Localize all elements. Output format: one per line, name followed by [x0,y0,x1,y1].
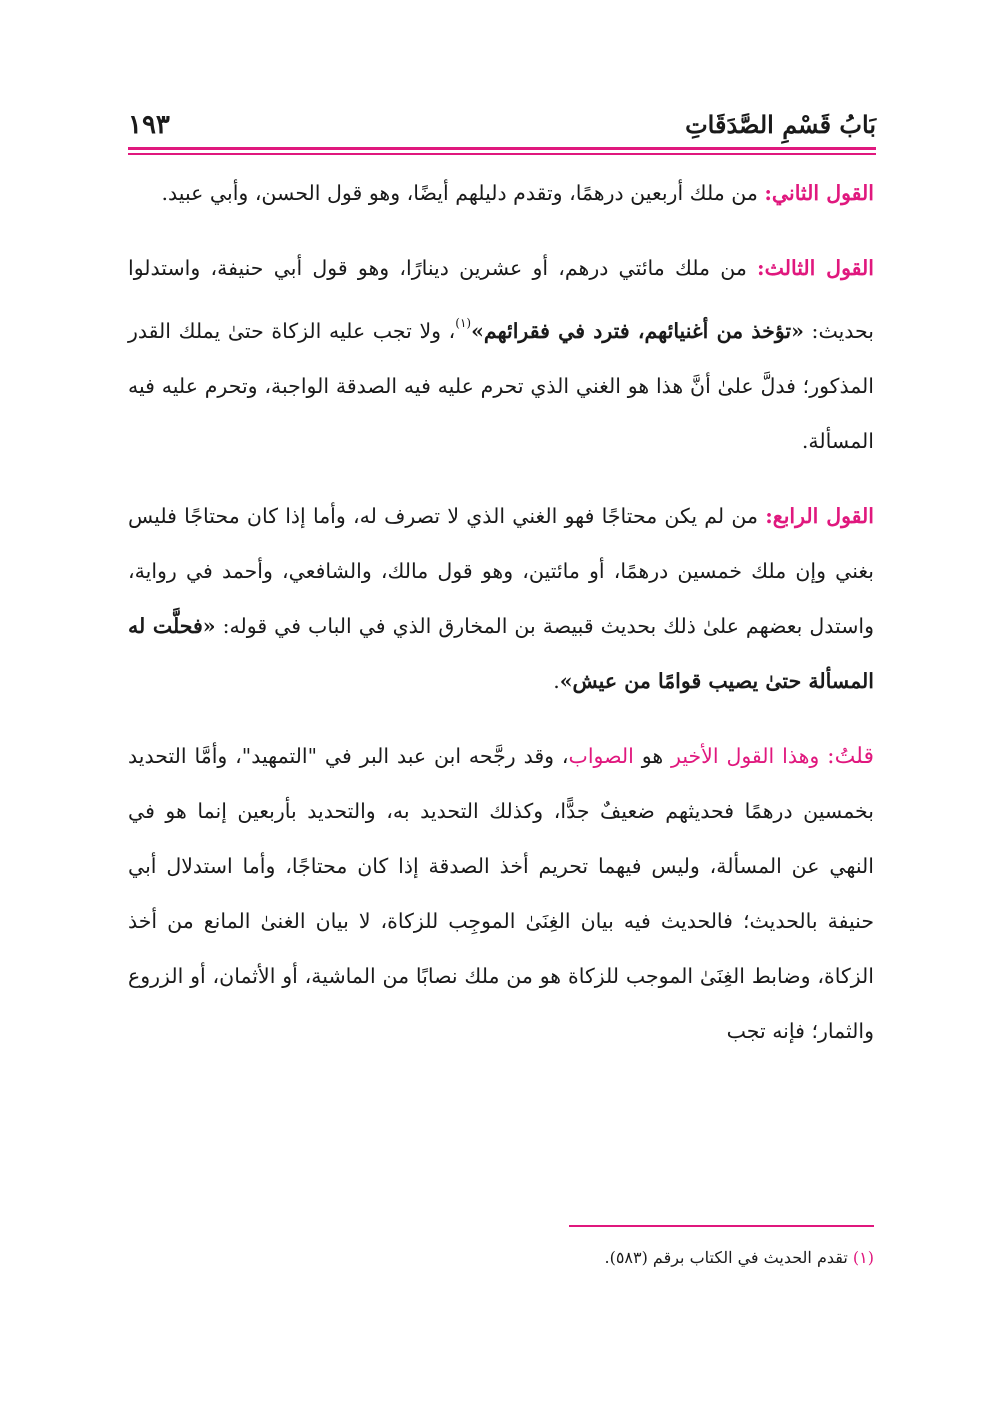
paragraph-text: ، ولا تجب عليه الزكاة حتىٰ يملك القدر المذكور؛ فدلَّ علىٰ أنَّ هذا هو الغني الذي تحرم عليه فيه الصدقة الواجبة، وتحرم عليه فيه المسألة. [128,319,874,453]
paragraph-text: . [553,669,560,693]
header-rule-thick [128,147,876,150]
paragraph-second-opinion [128,166,874,221]
paragraph-author-opinion [128,729,874,1059]
paragraph-text: من ملك أربعين درهمًا، وتقدم دليلهم أيضًا، وهو قول الحسن، وأبي عبيد. [161,181,765,205]
paragraph-text: هو [633,744,672,768]
opinion-label: القول الرابع: [765,504,874,528]
emphasis-word: الصواب [568,744,634,768]
footnote-rule [569,1225,874,1227]
emphasis-phrase: وهذا القول الأخير [671,744,828,768]
paragraph-text: ، وقد رجَّحه ابن عبد البر في "التمهيد"، وأمَّا التحديد بخمسين درهمًا فحديثهم ضعيفٌ جدًّا، وكذلك التحديد به، والتحديد بأربعين إنما هو في النهي عن المسألة، وليس فيهما تحريم أخذ الصدقة إذا كان محتاجًا، وأما استدلال أبي حنيفة بالحديث؛ فالحديث فيه بيان الغِنَىٰ الموجِب للزكاة، لا بيان الغنىٰ المانع من أخذ الزكاة، وضابط الغِنَىٰ الموجب للزكاة هو من ملك نصابًا من الماشية، أو الأثمان، أو الزروع والثمار؛ فإنه تجب [128,744,874,1043]
footnote [604,1248,874,1267]
page-body [128,166,874,1059]
paragraph-text: من لم يكن محتاجًا فهو الغني الذي لا تصرف له، وأما إذا كان محتاجًا فليس بغني وإن ملك خمسين درهمًا، أو مائتين، وهو قول مالك، والشافعي، وأحمد في رواية، واستدل بعضهم علىٰ ذلك بحديث قبيصة بن المخارق الذي في الباب في قوله: [128,504,875,638]
header-rule-thin [128,153,876,155]
footnote-number: (١) [852,1248,874,1267]
opinion-label: القول الثالث: [757,256,874,280]
footnote-text: تقدم الحديث في الكتاب برقم (٥٨٣). [604,1248,853,1267]
footnote-reference: (١) [455,316,472,330]
chapter-title: بَابُ قَسْمِ الصَّدَقَاتِ [685,110,876,139]
author-label: قلتُ: [827,744,874,769]
paragraph-gap [128,469,874,489]
paragraph-gap [128,709,874,729]
paragraph-gap [128,221,874,241]
page-header [128,110,876,150]
hadith-quote: «تؤخذ من أغنيائهم، فترد في فقرائهم» [471,319,804,343]
paragraph-third-opinion [128,241,874,469]
hadith-quote: «فحلَّت له المسألة حتىٰ يصيب قوامًا من عيش» [128,614,874,693]
opinion-label: القول الثاني: [764,181,874,205]
page-number: ١٩٣ [128,110,170,140]
paragraph-fourth-opinion [128,489,874,709]
paragraph-text: من ملك مائتي درهم، أو عشرين دينارًا، وهو قول أبي حنيفة، واستدلوا بحديث: [128,256,874,343]
